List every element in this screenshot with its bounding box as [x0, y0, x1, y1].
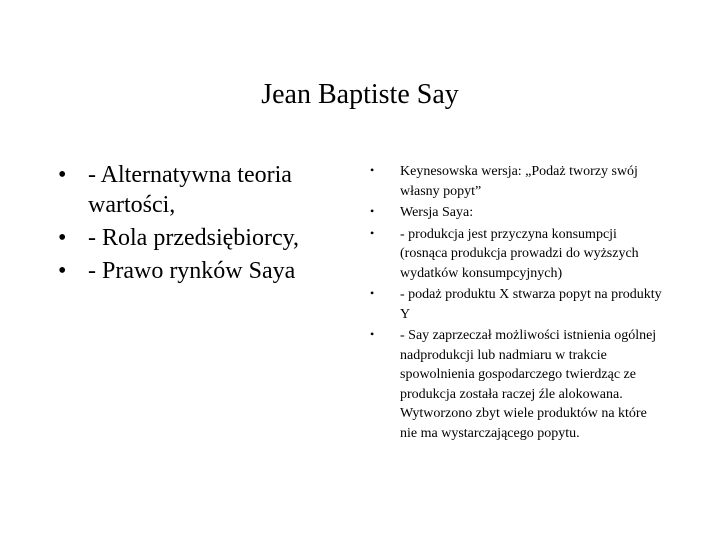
- list-item-text: - produkcja jest przyczyna konsumpcji (rosnąca produkcja prowadzi do wyższych wydatków konsumpcyjnych): [400, 226, 639, 281]
- list-item: [370, 162, 666, 201]
- bullet-icon: •: [370, 327, 375, 341]
- left-bullet-list: [58, 160, 358, 289]
- bullet-icon: •: [58, 258, 67, 284]
- bullet-icon: •: [58, 162, 67, 188]
- slide-title: Jean Baptiste Say: [261, 79, 459, 110]
- list-item: [58, 223, 358, 253]
- list-item-text: - podaż produktu X stwarza popyt na produkty Y: [400, 287, 662, 322]
- list-item-text: Keynesowska wersja: „Podaż tworzy swój własny popyt”: [400, 164, 638, 199]
- list-item: [370, 203, 666, 223]
- list-item: [370, 285, 666, 324]
- bullet-icon: •: [370, 286, 375, 300]
- right-bullet-list: [370, 162, 666, 445]
- bullet-icon: •: [370, 163, 375, 177]
- list-item-text: Wersja Saya:: [400, 205, 474, 220]
- list-item: [58, 160, 358, 220]
- list-item: [370, 225, 666, 284]
- bullet-icon: •: [370, 225, 375, 240]
- list-item-text: - Prawo rynków Saya: [88, 258, 296, 284]
- list-item-text: - Alternatywna teoria wartości,: [88, 162, 292, 218]
- bullet-icon: •: [370, 204, 375, 218]
- list-item-text: - Say zaprzeczał możliwości istnienia ogólnej nadprodukcji lub nadmiaru w trakcie spowolnienia gospodarczego twierdząc ze produkcja została raczej źle alokowana. Wytworzono zbyt wiele produktów na które nie ma wystarczającego popytu.: [400, 328, 657, 441]
- list-item: [58, 256, 358, 286]
- list-item: [370, 326, 666, 443]
- bullet-icon: •: [58, 225, 67, 251]
- list-item-text: - Rola przedsiębiorcy,: [88, 225, 300, 251]
